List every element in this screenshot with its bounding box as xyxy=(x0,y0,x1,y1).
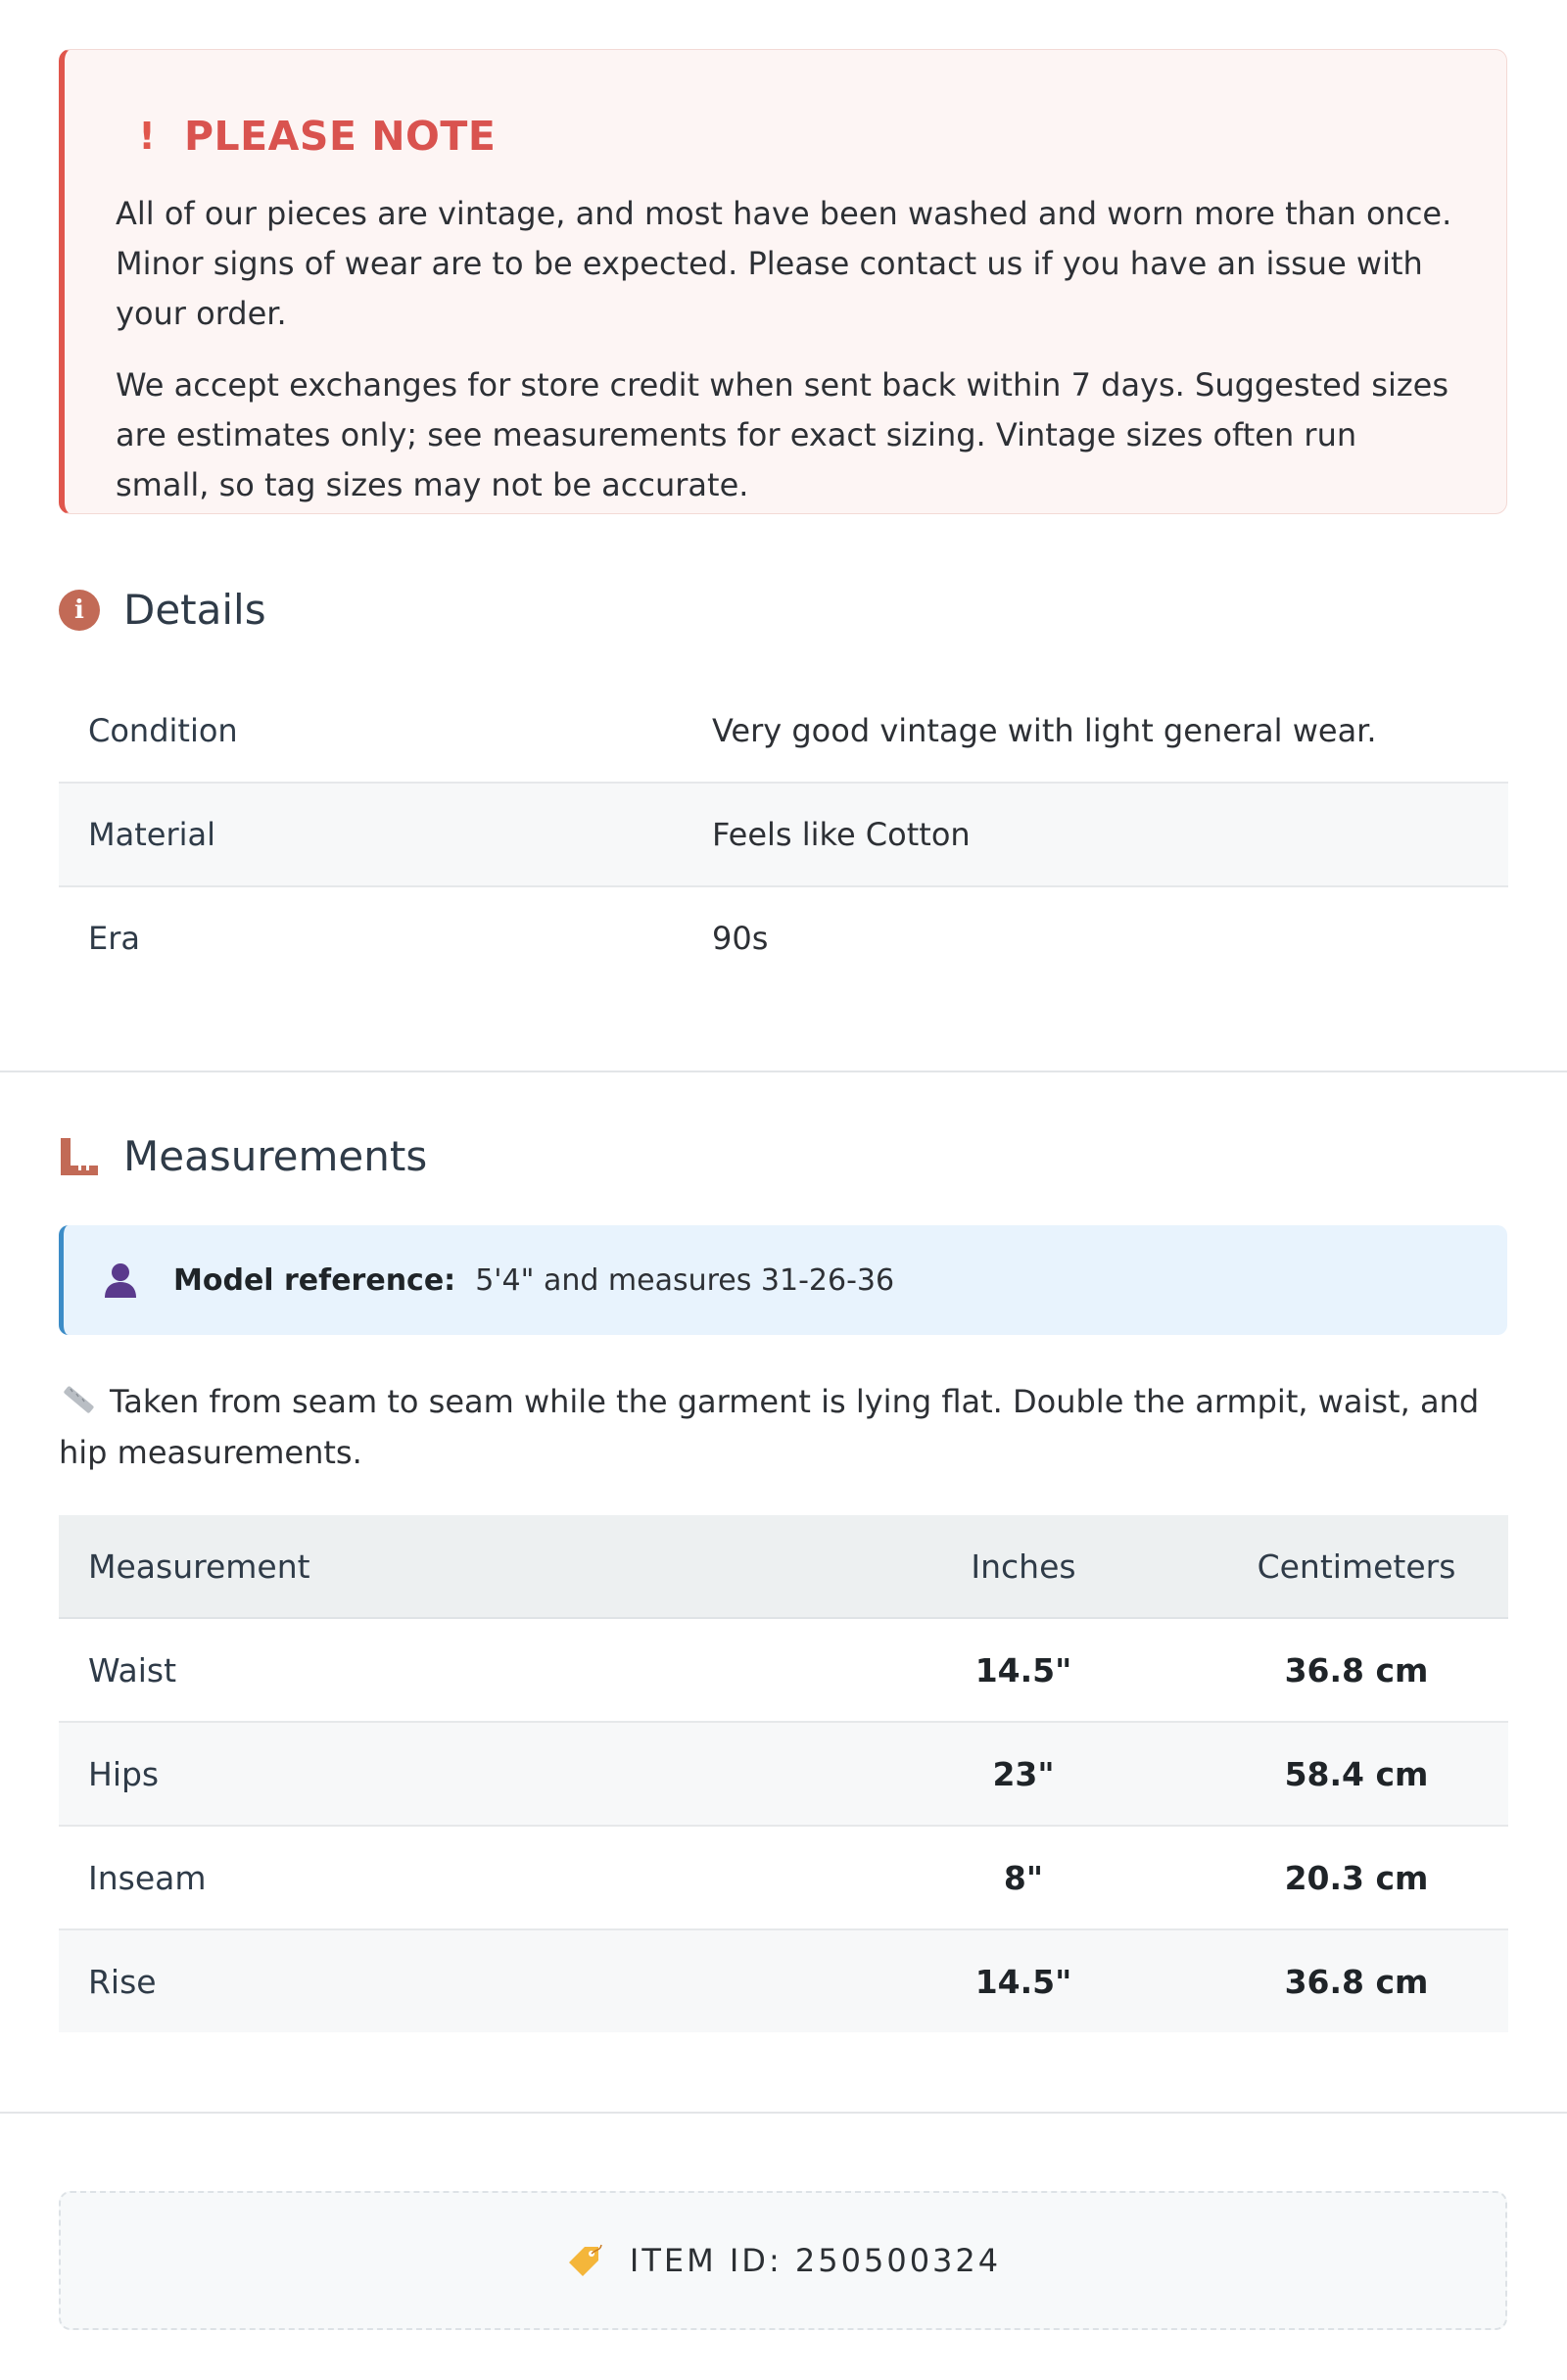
details-heading xyxy=(59,586,266,634)
measurement-note-text: Taken from seam to seam while the garment is lying flat. Double the armpit, waist, and hip measurements. xyxy=(59,1383,1480,1471)
measurements-table xyxy=(59,1515,1508,2032)
measurements-heading xyxy=(59,1132,427,1180)
measurement-name: Hips xyxy=(88,1754,160,1793)
tag-icon xyxy=(565,2241,604,2280)
exclamation-icon: ! xyxy=(138,115,156,158)
column-header: Measurement xyxy=(88,1547,310,1586)
section-divider xyxy=(0,2112,1567,2114)
item-id: ITEM ID: 250500324 xyxy=(629,2242,1002,2279)
measurement-cm: 36.8 cm xyxy=(1284,1650,1429,1690)
ruler-diagonal-icon xyxy=(59,1379,98,1418)
measurement-name: Waist xyxy=(88,1650,177,1690)
table-row xyxy=(59,1723,1508,1827)
measurement-name: Inseam xyxy=(88,1858,207,1897)
model-reference xyxy=(59,1225,1507,1335)
detail-label: Material xyxy=(88,816,215,853)
measurement-cm: 36.8 cm xyxy=(1284,1962,1429,2001)
column-header: Centimeters xyxy=(1257,1547,1456,1586)
notice-paragraph-1: All of our pieces are vintage, and most have been washed and worn more than once. Minor signs of wear are to be expected. Please contact us if you have an issue with your order. xyxy=(116,195,1452,332)
table-row xyxy=(59,680,1508,784)
model-value: 5'4" and measures 31-26-36 xyxy=(475,1262,895,1298)
table-row xyxy=(59,1930,1508,2032)
measurement-inches: 8" xyxy=(1003,1858,1044,1897)
measurement-inches: 23" xyxy=(992,1754,1055,1793)
table-row xyxy=(59,784,1508,887)
details-table xyxy=(59,680,1508,989)
notice-box xyxy=(59,49,1507,514)
detail-value: 90s xyxy=(712,920,769,957)
item-id-box xyxy=(59,2191,1507,2330)
table-header xyxy=(59,1515,1508,1619)
measurement-note xyxy=(59,1376,1489,1478)
detail-label: Era xyxy=(88,920,140,957)
notice-title: PLEASE NOTE xyxy=(184,113,497,160)
info-icon: i xyxy=(59,590,100,631)
notice-header xyxy=(116,107,1455,166)
measurement-inches: 14.5" xyxy=(974,1962,1072,2001)
detail-value: Feels like Cotton xyxy=(712,816,971,853)
measurement-cm: 58.4 cm xyxy=(1284,1754,1429,1793)
model-label: Model reference: xyxy=(173,1262,456,1298)
table-row xyxy=(59,1619,1508,1723)
section-divider xyxy=(0,1071,1567,1072)
person-icon xyxy=(101,1261,140,1300)
detail-label: Condition xyxy=(88,712,238,749)
ruler-icon xyxy=(59,1136,100,1177)
measurement-name: Rise xyxy=(88,1962,157,2001)
table-row xyxy=(59,1827,1508,1930)
table-row xyxy=(59,887,1508,989)
detail-value: Very good vintage with light general wear. xyxy=(712,712,1377,749)
notice-paragraph-2: We accept exchanges for store credit when sent back within 7 days. Suggested sizes are estimates only; see measurements for exact sizing. Vintage sizes often run small, so tag sizes may not be accurate. xyxy=(116,366,1449,503)
measurement-cm: 20.3 cm xyxy=(1284,1858,1429,1897)
details-title: Details xyxy=(123,586,266,634)
measurement-inches: 14.5" xyxy=(974,1650,1072,1690)
measurements-title: Measurements xyxy=(123,1132,428,1180)
column-header: Inches xyxy=(971,1547,1076,1586)
